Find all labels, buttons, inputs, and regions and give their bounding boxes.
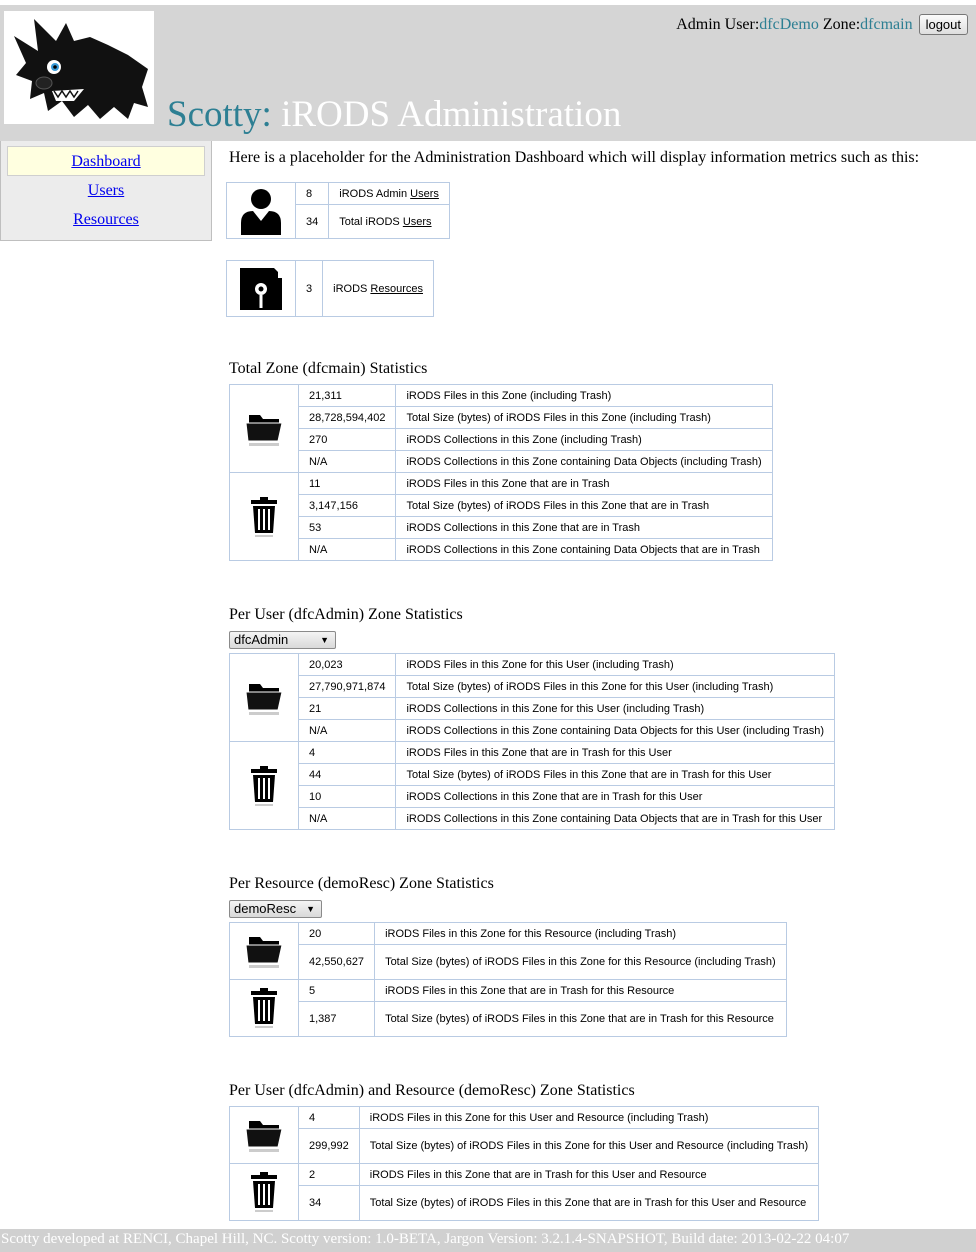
stat-desc: Total Size (bytes) of iRODS Files in this Zone for this User (including Trash) [396, 676, 835, 698]
table-row [230, 473, 773, 495]
table-row [230, 407, 773, 429]
resources-count: 3 [296, 261, 323, 317]
folder-icon [230, 385, 299, 473]
per-resource-title: Per Resource (demoResc) Zone Statistics [229, 875, 494, 892]
admin-user-label: Admin User: [676, 15, 760, 33]
stat-value: 11 [299, 473, 396, 495]
table-row [230, 945, 787, 980]
sidebar-link-users[interactable]: Users [87, 182, 125, 199]
table-row [230, 786, 835, 808]
stat-desc: Total Size (bytes) of iRODS Files in this Zone that are in Trash for this Resource [375, 1002, 787, 1037]
per-user-resource-title: Per User (dfcAdmin) and Resource (demoResc) Zone Statistics [229, 1082, 635, 1099]
resource-select-value: demoResc [234, 901, 297, 916]
resources-text: iRODS [333, 282, 371, 295]
stat-value: 27,790,971,874 [299, 676, 396, 698]
header [0, 5, 976, 141]
total-zone-title: Total Zone (dfcmain) Statistics [229, 360, 428, 377]
zone-value[interactable]: dfcmain [860, 15, 913, 33]
stat-desc: iRODS Collections in this Zone for this User (including Trash) [396, 698, 835, 720]
page-title [167, 93, 621, 136]
table-row [230, 539, 773, 561]
total-zone-table [229, 384, 773, 561]
stat-desc: Total Size (bytes) of iRODS Files in this Zone for this User and Resource (including Trash) [359, 1129, 818, 1164]
stat-value: 34 [299, 1186, 360, 1221]
stat-value: 44 [299, 764, 396, 786]
table-row [230, 698, 835, 720]
total-users-count: 34 [296, 205, 329, 239]
stat-desc: Total Size (bytes) of iRODS Files in this Zone that are in Trash for this User [396, 764, 835, 786]
sidebar-item-dashboard[interactable] [7, 146, 205, 176]
stat-desc: iRODS Collections in this Zone that are in Trash for this User [396, 786, 835, 808]
stat-value: N/A [299, 808, 396, 830]
table-row [230, 923, 787, 945]
admin-users-label [329, 183, 450, 205]
trash-icon [230, 980, 299, 1037]
stat-value: 4 [299, 742, 396, 764]
stat-desc: iRODS Collections in this Zone (including Trash) [396, 429, 772, 451]
table-row [230, 676, 835, 698]
stat-desc: Total Size (bytes) of iRODS Files in this Zone (including Trash) [396, 407, 772, 429]
per-resource-table [229, 922, 787, 1037]
total-users-link[interactable]: Users [402, 215, 432, 228]
admin-users-text: iRODS Admin [339, 187, 411, 200]
stat-value: 299,992 [299, 1129, 360, 1164]
table-row [230, 1186, 819, 1221]
sidebar [0, 141, 212, 241]
user-icon [227, 183, 296, 239]
folder-icon [230, 1107, 299, 1164]
table-row [230, 1107, 819, 1129]
stat-value: 10 [299, 786, 396, 808]
stat-value: 42,550,627 [299, 945, 375, 980]
dashboard-intro: Here is a placeholder for the Administration Dashboard which will display information metrics such as this: [229, 149, 920, 166]
stat-value: N/A [299, 720, 396, 742]
table-row [230, 764, 835, 786]
sidebar-item-users[interactable] [7, 176, 205, 206]
stat-value: 1,387 [299, 1002, 375, 1037]
zone-label: Zone: [822, 15, 861, 33]
stat-value: 3,147,156 [299, 495, 396, 517]
stat-desc: iRODS Files in this Zone that are in Trash [396, 473, 772, 495]
stat-value: 20,023 [299, 654, 396, 676]
stat-value: 28,728,594,402 [299, 407, 396, 429]
stat-value: 53 [299, 517, 396, 539]
stat-value: 21,311 [299, 385, 396, 407]
stat-desc: Total Size (bytes) of iRODS Files in this Zone for this Resource (including Trash) [375, 945, 787, 980]
total-users-label [329, 205, 450, 239]
title-main: iRODS Administration [281, 94, 622, 135]
admin-user-value[interactable]: dfcDemo [759, 15, 819, 33]
table-row [227, 183, 450, 205]
table-row [230, 1002, 787, 1037]
resource-select[interactable] [229, 900, 322, 918]
logout-button[interactable]: logout [919, 14, 968, 35]
table-row [230, 742, 835, 764]
title-prefix: Scotty: [167, 94, 272, 135]
resources-label [323, 261, 434, 317]
scotty-logo [4, 11, 154, 124]
stat-desc: iRODS Collections in this Zone containing Data Objects that are in Trash for this User [396, 808, 835, 830]
table-row [230, 517, 773, 539]
total-users-text: Total iRODS [339, 215, 403, 228]
stat-value: N/A [299, 539, 396, 561]
resources-link[interactable]: Resources [370, 282, 423, 295]
trash-icon [230, 473, 299, 561]
table-row [230, 654, 835, 676]
stat-desc: iRODS Files in this Zone for this Resource (including Trash) [375, 923, 787, 945]
dropdown-arrow-icon: ▼ [320, 635, 329, 645]
user-select-value: dfcAdmin [234, 632, 289, 647]
resources-summary-table [226, 260, 434, 317]
admin-users-count: 8 [296, 183, 329, 205]
disk-icon [227, 261, 296, 317]
stat-value: 21 [299, 698, 396, 720]
sidebar-link-dashboard[interactable]: Dashboard [71, 153, 141, 170]
table-row [230, 808, 835, 830]
stat-value: 270 [299, 429, 396, 451]
user-select[interactable] [229, 631, 336, 649]
stat-desc: iRODS Files in this Zone for this User and Resource (including Trash) [359, 1107, 818, 1129]
table-row [230, 495, 773, 517]
stat-desc: iRODS Files in this Zone that are in Trash for this Resource [375, 980, 787, 1002]
stat-desc: iRODS Files in this Zone that are in Trash for this User and Resource [359, 1164, 818, 1186]
sidebar-item-resources[interactable] [7, 205, 205, 235]
admin-users-link[interactable]: Users [410, 187, 439, 200]
stat-desc: iRODS Collections in this Zone containing Data Objects (including Trash) [396, 451, 772, 473]
stat-desc: iRODS Collections in this Zone containing Data Objects for this User (including Trash) [396, 720, 835, 742]
stat-value: 2 [299, 1164, 360, 1186]
stat-value: 5 [299, 980, 375, 1002]
per-user-title: Per User (dfcAdmin) Zone Statistics [229, 606, 463, 623]
table-row [230, 429, 773, 451]
folder-icon [230, 923, 299, 980]
stat-desc: iRODS Files in this Zone for this User (including Trash) [396, 654, 835, 676]
stat-value: 4 [299, 1107, 360, 1129]
per-user-resource-table [229, 1106, 819, 1221]
footer: Scotty developed at RENCI, Chapel Hill, NC. Scotty version: 1.0-BETA, Jargon Version: 3.2.1.4-SNAPSHOT, Build date: 2013-02-22 04:07 [0, 1229, 976, 1252]
stat-desc: Total Size (bytes) of iRODS Files in this Zone that are in Trash for this User and Resource [359, 1186, 818, 1221]
folder-icon [230, 654, 299, 742]
table-row [230, 720, 835, 742]
stat-desc: Total Size (bytes) of iRODS Files in this Zone that are in Trash [396, 495, 772, 517]
table-row [230, 1164, 819, 1186]
user-bar [676, 14, 968, 35]
stat-desc: iRODS Files in this Zone (including Trash) [396, 385, 772, 407]
table-row [230, 1129, 819, 1164]
stat-desc: iRODS Collections in this Zone containing Data Objects that are in Trash [396, 539, 772, 561]
trash-icon [230, 1164, 299, 1221]
table-row [227, 261, 434, 317]
users-summary-table [226, 182, 450, 239]
table-row [230, 451, 773, 473]
stat-desc: iRODS Collections in this Zone that are in Trash [396, 517, 772, 539]
dropdown-arrow-icon: ▼ [306, 904, 315, 914]
stat-desc: iRODS Files in this Zone that are in Trash for this User [396, 742, 835, 764]
sidebar-link-resources[interactable]: Resources [73, 211, 139, 228]
trash-icon [230, 742, 299, 830]
per-user-table [229, 653, 835, 830]
stat-value: N/A [299, 451, 396, 473]
stat-value: 20 [299, 923, 375, 945]
table-row [230, 385, 773, 407]
table-row [230, 980, 787, 1002]
